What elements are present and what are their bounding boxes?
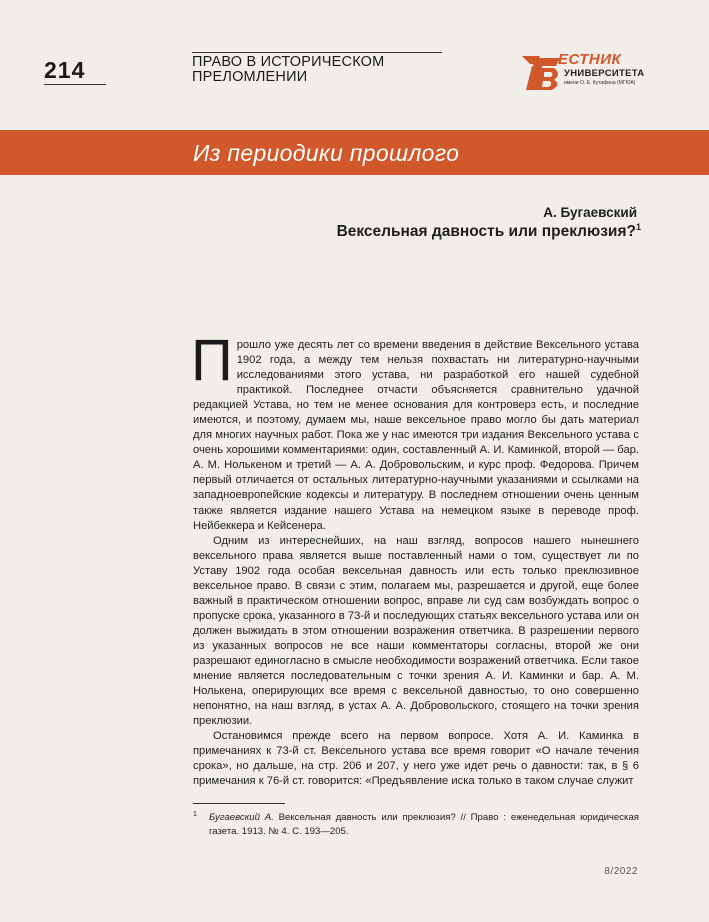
- footnote: [193, 811, 639, 839]
- article-title-text: Вексельная давность или преклюзия?: [336, 223, 636, 241]
- paragraph: Одним из интереснейших, на наш взгляд, вопросов нашего нынешнего вексельного права является выше поставленный нами о том, существует ли по Уставу 1902 года особая вексельная давность или есть только преклюзивное вексельное право. В связи с этим, полагаем мы, разрешается и другой, еще более важный в практическом отношении вопрос, вправе ли суд сам возбуждать вопрос о пропуске срока, указанного в 73-й и последующих статьях вексельного устава или он должен выжидать в этом отношении возражения ответчика. В разрешении первого из указанных вопросов не все наши комментаторы согласны, второй же они разрешают единогласно в смысле необходимости возражений ответчика. Если такое мнение является последовательным с точки зрения А. И. Каминки и бар. А. М. Нолькена, оперирующих все время с вексельной давностью, то оно совершенно непонятно, на наш взгляд, в устах А. А. Добровольского, стоящего на точки зрения преклюзии.: [193, 534, 639, 728]
- logo-tagline: имени О. Е. Кутафина (МГЮА): [564, 80, 636, 86]
- rubric-banner: [0, 130, 709, 175]
- paragraph-text: рошло уже десять лет со времени введения в действие Вексельного устава 1902 года, а между тем нельзя похвастать ни литературно-научными исследованиями этого устава, ни разработкой его нашей судебной практикой. Последнее отчасти объясняется сравнительно удачной редакцией Устава, но тем не менее основания для контроверз есть, и последние имеются, и поэтому, думаем мы, наше вексельное право могло бы дать материал для многих научных работ. Пока же у нас имеются три издания Вексельного устава с очень хорошими комментариями: один, составленный А. И. Каминкой, второй — бар. А. М. Нолькеном и третий — А. А. Добровольским, и курс проф. Федорова. Причем первый отличается от остальных литературно-научными указаниями и ссылками на западноевропейские кодексы и литературу. В последнем отношении очень ценным также является издание нашего Устава на немецком языке в переводе проф. Нейбеккера и Кейсенера.: [193, 339, 639, 532]
- footnote-number: 1: [193, 811, 197, 818]
- paragraph: [191, 328, 639, 534]
- footnote-citation: Вексельная давность или преклюзия? // Право : еженедельная юридическая газета. 1913. № 4. С. 193—205.: [209, 812, 639, 837]
- journal-v-logo-icon: [520, 50, 562, 92]
- article-body: [191, 328, 639, 789]
- logo-title: ЕСТНИК: [558, 51, 622, 68]
- journal-logo: [520, 50, 660, 92]
- footnote-text: [193, 811, 639, 839]
- header-rule: [192, 52, 442, 53]
- footnote-rule: [193, 803, 285, 804]
- footnote-mark[interactable]: 1: [635, 222, 641, 232]
- header-rule-left: [44, 84, 106, 85]
- logo-subtitle: УНИВЕРСИТЕТА: [564, 68, 645, 79]
- running-section-title: ПРАВО В ИСТОРИЧЕСКОМ ПРЕЛОМЛЕНИИ: [192, 54, 385, 85]
- page-header: [0, 0, 709, 100]
- rubric-label: Из периодики прошлого: [193, 140, 460, 166]
- issue-number: 8/2022: [604, 866, 638, 877]
- article-title: [337, 222, 641, 241]
- article-author: А. Бугаевский: [543, 205, 637, 220]
- footnote-author: Бугаевский А.: [209, 812, 274, 823]
- paragraph: Остановимся прежде всего на первом вопросе. Хотя А. И. Каминка в примечаниях к 73-й ст. Вексельного устава все время говорит «О начале течения срока», но дальше, на стр. 206 и 207, у него уже идет речь о давности: так, в § 6 примечания к 76-й ст. говорится: «Предъявление иска только в таком случае служит: [193, 730, 639, 788]
- drop-cap: П: [191, 328, 233, 393]
- page-number: 214: [44, 57, 86, 83]
